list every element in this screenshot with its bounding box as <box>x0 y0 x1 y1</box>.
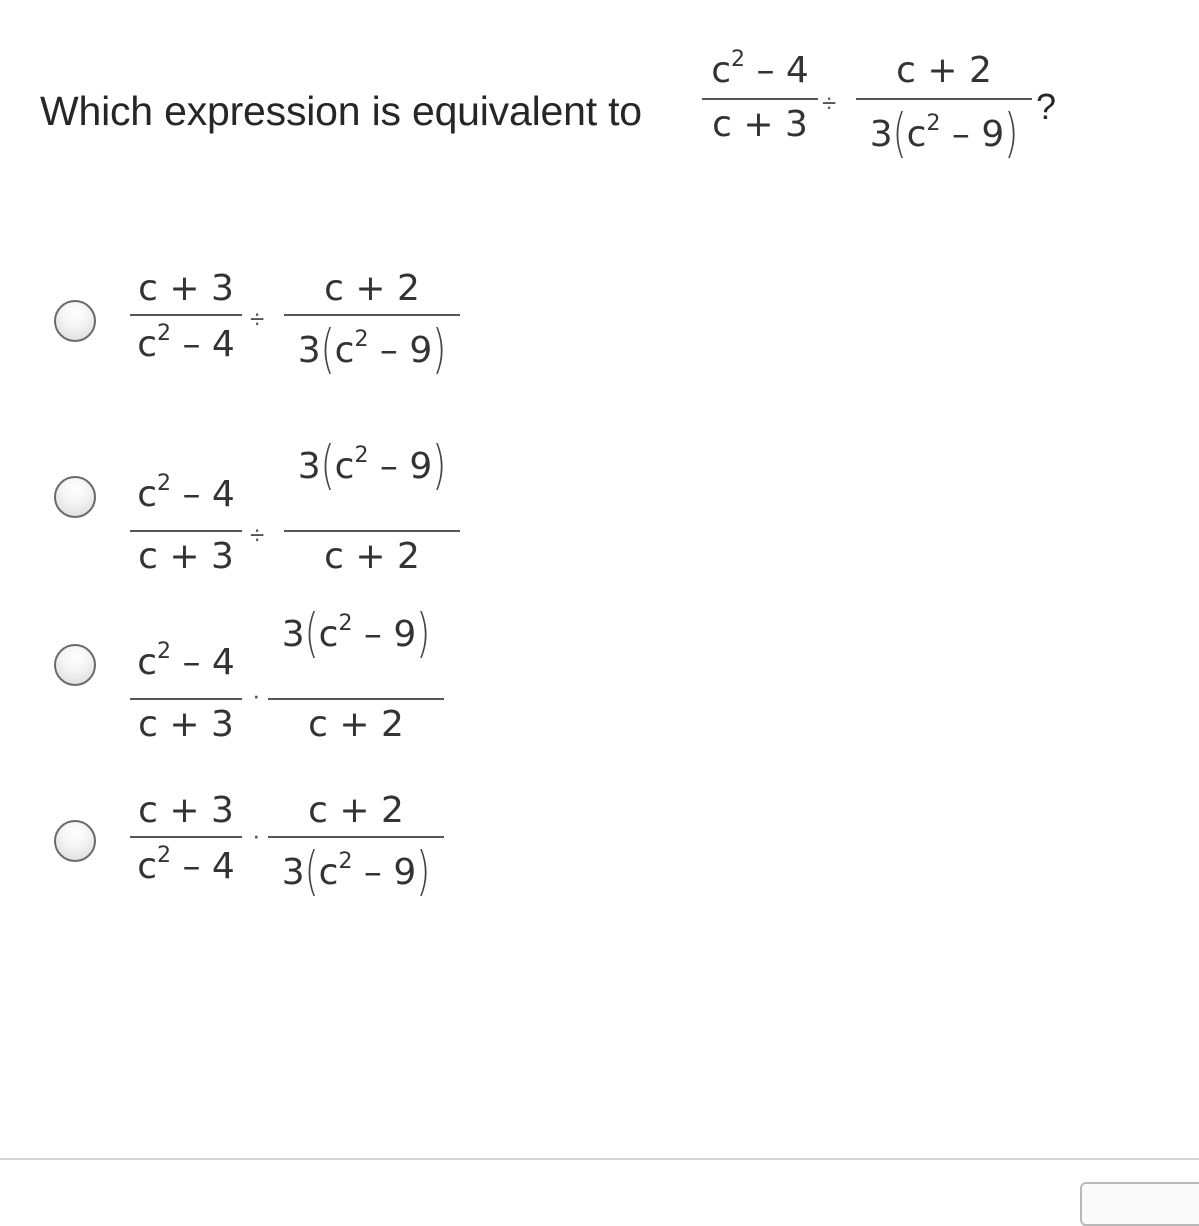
math-part: c <box>334 330 355 371</box>
math-part: c + 2 <box>324 536 420 577</box>
question-right-denominator-coef: 3 <box>869 114 893 155</box>
math-part: ( <box>304 604 319 665</box>
radio-button-option-2[interactable] <box>54 476 96 518</box>
math-part: ( <box>320 320 335 381</box>
math-part: c + 3 <box>138 704 234 745</box>
math-part: 2 <box>338 611 353 636</box>
math-part: – 4 <box>171 642 235 683</box>
math-part <box>856 98 1032 100</box>
footer-button[interactable] <box>1080 1182 1199 1226</box>
math-part: – 9 <box>352 852 417 893</box>
question-text: Which expression is equivalent to <box>40 88 642 134</box>
math-part: ) <box>416 604 431 665</box>
question-left-numerator-rest: – 4 <box>745 50 809 91</box>
option-3-operator: · <box>252 680 261 710</box>
math-part <box>284 314 460 316</box>
question-left-fraction <box>702 47 818 150</box>
math-part <box>268 836 444 838</box>
option-3-fraction-b <box>268 604 444 754</box>
math-part: 3 <box>297 330 321 371</box>
math-part: c + 3 <box>138 268 234 309</box>
math-part: 2 <box>926 111 941 136</box>
question-left-numerator-base: c <box>711 50 731 91</box>
math-part <box>284 320 460 381</box>
question-mark: ? <box>1036 86 1057 127</box>
math-part: ( <box>304 842 319 903</box>
math-part: 3 <box>281 614 305 655</box>
math-part <box>130 530 242 532</box>
math-part <box>130 639 242 683</box>
math-part: c + 2 <box>324 268 420 309</box>
math-part: c <box>137 324 157 365</box>
math-part <box>130 321 242 365</box>
math-part: 2 <box>157 471 171 496</box>
math-part: c <box>137 642 157 683</box>
option-4-operator: · <box>252 820 261 850</box>
math-part <box>130 843 242 887</box>
math-part: 3 <box>297 446 321 487</box>
option-4-fraction-b <box>268 790 444 930</box>
question-left-numerator-exponent: 2 <box>731 47 745 72</box>
math-part: c + 2 <box>308 790 404 831</box>
math-part <box>130 698 242 700</box>
math-part <box>268 604 444 665</box>
option-1-operator: ÷ <box>250 304 265 334</box>
math-part: – 4 <box>171 474 235 515</box>
math-part: 2 <box>354 327 369 352</box>
math-part <box>702 98 818 100</box>
math-part: – 4 <box>171 324 235 365</box>
math-part: c <box>906 114 927 155</box>
math-part: c <box>334 446 355 487</box>
math-part: – 9 <box>368 330 433 371</box>
math-part: ) <box>416 842 431 903</box>
math-part: ) <box>432 436 447 497</box>
question-right-numerator: c + 2 <box>896 50 992 91</box>
math-part: 2 <box>157 321 171 346</box>
radio-button-option-4[interactable] <box>54 820 96 862</box>
math-part <box>702 47 818 91</box>
math-part: – 4 <box>171 846 235 887</box>
option-1-fraction-a <box>130 268 242 378</box>
math-part <box>284 436 460 497</box>
option-1-fraction-b <box>284 268 460 408</box>
math-part: ( <box>892 104 907 165</box>
math-part <box>130 836 242 838</box>
math-part: c <box>318 852 339 893</box>
math-part: c <box>137 474 157 515</box>
math-part: – 9 <box>368 446 433 487</box>
math-part: ( <box>320 436 335 497</box>
math-part: ) <box>1004 104 1019 165</box>
math-part: – 9 <box>352 614 417 655</box>
option-2-fraction-b <box>284 436 460 586</box>
math-part <box>284 530 460 532</box>
option-2-fraction-a <box>130 471 242 584</box>
math-part: 3 <box>281 852 305 893</box>
math-part: 2 <box>354 443 369 468</box>
math-part: 2 <box>157 843 171 868</box>
option-3-fraction-a <box>130 639 242 752</box>
math-part <box>268 698 444 700</box>
option-4-fraction-a <box>130 790 242 900</box>
question-left-denominator: c + 3 <box>712 104 808 145</box>
math-part: c + 2 <box>308 704 404 745</box>
footer-divider <box>0 1158 1199 1160</box>
math-part <box>268 842 444 903</box>
math-part: c + 3 <box>138 790 234 831</box>
question-operator: ÷ <box>822 88 837 118</box>
math-part: c <box>137 846 157 887</box>
math-part: 2 <box>157 639 171 664</box>
radio-button-option-1[interactable] <box>54 300 96 342</box>
math-part: – 9 <box>940 114 1005 155</box>
radio-button-option-3[interactable] <box>54 644 96 686</box>
question-right-fraction <box>856 50 1032 190</box>
math-part: c <box>318 614 339 655</box>
math-part <box>130 471 242 515</box>
math-part: c + 3 <box>138 536 234 577</box>
math-part: 2 <box>338 849 353 874</box>
option-2-operator: ÷ <box>250 520 265 550</box>
math-part: ) <box>432 320 447 381</box>
math-part <box>856 104 1032 165</box>
math-part <box>130 314 242 316</box>
